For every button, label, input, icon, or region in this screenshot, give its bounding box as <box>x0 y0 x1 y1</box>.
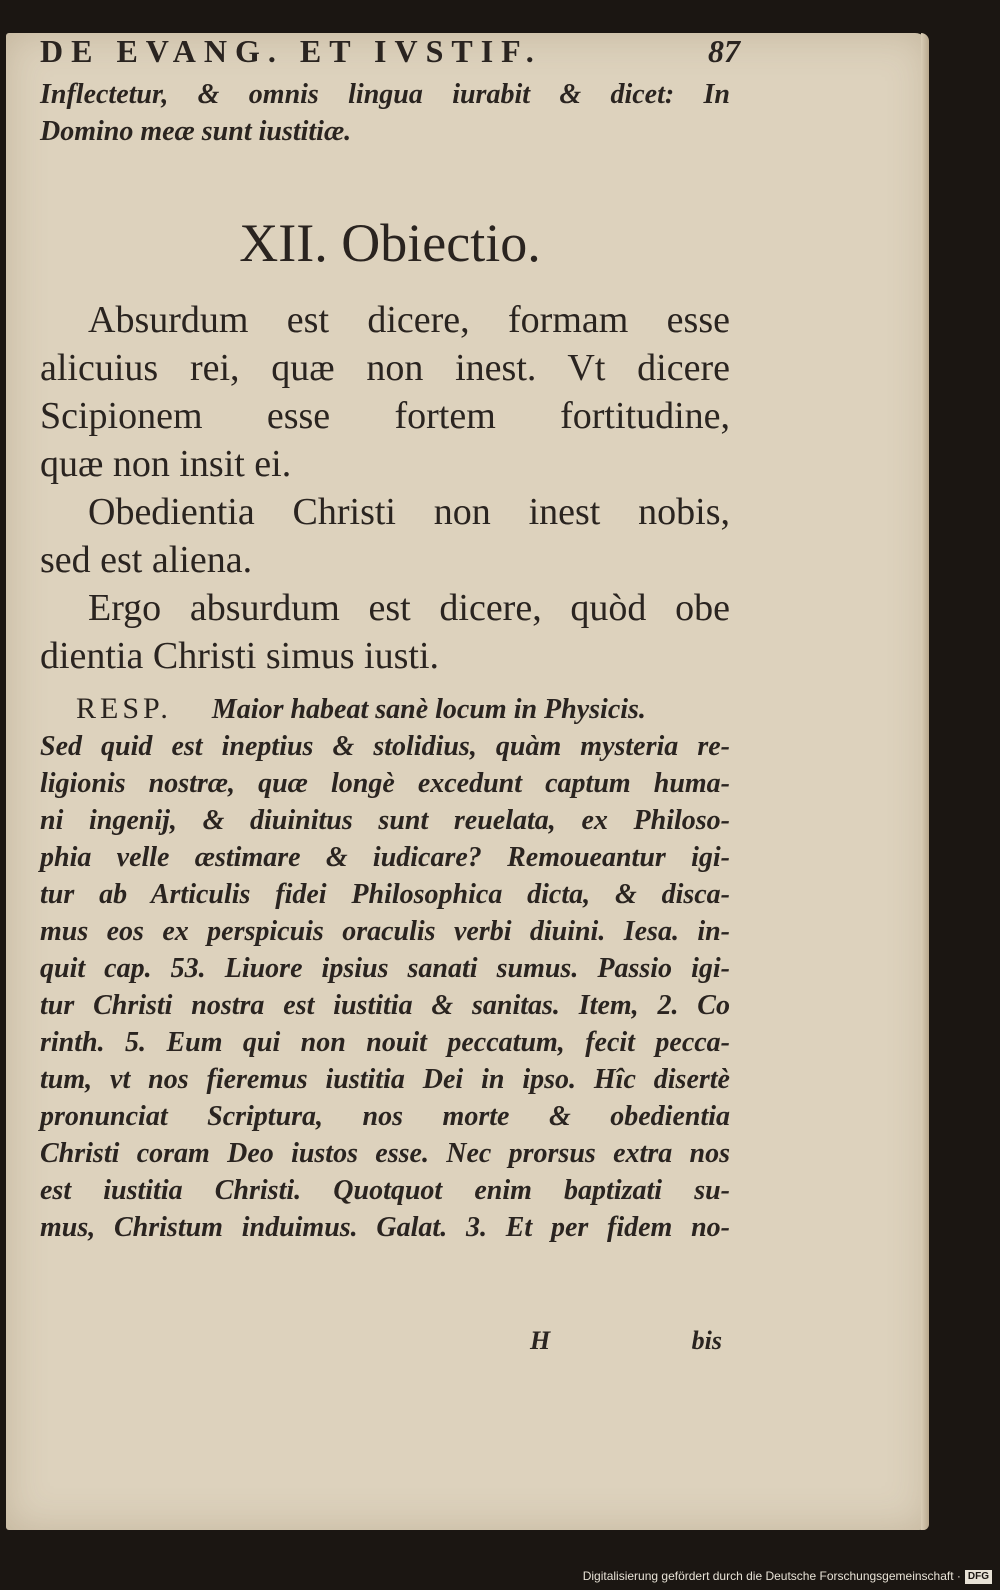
response-label: RESP. <box>76 692 172 725</box>
text-line: phia velle æstimare & iudicare? Remoueantur igi- <box>40 842 730 873</box>
text-line: pronunciat Scriptura, nos morte & obedientia <box>40 1101 730 1132</box>
text-line: Ergo absurdum est dicere, quòd obe <box>88 587 730 629</box>
text-line: ni ingenij, & diuinitus sunt reuelata, ex Philoso- <box>40 805 730 836</box>
text-line: est iustitia Christi. Quotquot enim baptizati su- <box>40 1175 730 1206</box>
major-premise <box>40 296 730 488</box>
text-line: tur Christi nostra est iustitia & sanitas. Item, 2. Co <box>40 990 730 1021</box>
page-edge <box>921 33 929 1530</box>
text-line: alicuius rei, quæ non inest. Vt dicere <box>40 347 730 389</box>
text-line: dientia Christi simus iusti. <box>40 635 440 677</box>
text-line: tur ab Articulis fidei Philosophica dicta, & disca- <box>40 879 730 910</box>
text-line: Inflectetur, & omnis lingua iurabit & dicet: In <box>40 79 730 110</box>
text-line: ligionis nostræ, quæ longè excedunt captum huma- <box>40 768 730 799</box>
objection-heading: XII. Obiectio. <box>239 213 541 273</box>
text-line: Sed quid est ineptius & stolidius, quàm mysteria re- <box>40 731 730 762</box>
conclusion <box>40 584 730 680</box>
text-line: Absurdum est dicere, formam esse <box>88 299 730 341</box>
text-line: Domino meæ sunt iustitiæ. <box>40 116 352 147</box>
response-first-line <box>40 690 730 728</box>
dfg-logo: DFG <box>965 1570 992 1584</box>
text-line: quit cap. 53. Liuore ipsius sanati sumus. Passio igi- <box>40 953 730 984</box>
catchline <box>40 1326 730 1366</box>
response-paragraph <box>40 690 730 1246</box>
continuation-text <box>40 76 730 150</box>
credit-text: Digitalisierung gefördert durch die Deutsche Forschungsgemeinschaft · <box>582 1569 961 1583</box>
catchword: bis <box>691 1326 722 1355</box>
running-title: DE EVANG. ET IVSTIF. <box>40 33 542 69</box>
page-number: 87 <box>708 33 740 69</box>
text-line: Maior habeat sanè locum in Physicis. <box>211 694 646 725</box>
minor-premise <box>40 488 730 584</box>
text-line: mus eos ex perspicuis oraculis verbi diuini. Iesa. in- <box>40 916 730 947</box>
text-line: sed est aliena. <box>40 539 253 581</box>
text-line: Christi coram Deo iustos esse. Nec prorsus extra nos <box>40 1138 730 1169</box>
text-line: Scipionem esse fortem fortitudine, <box>40 395 730 437</box>
text-line: rinth. 5. Eum qui non nouit peccatum, fecit pecca- <box>40 1027 730 1058</box>
signature-mark: H <box>530 1326 551 1355</box>
text-line: mus, Christum induimus. Galat. 3. Et per fidem no- <box>40 1212 730 1243</box>
text-line: quæ non insit ei. <box>40 443 292 485</box>
text-line: tum, vt nos fieremus iustitia Dei in ipso. Hîc disertè <box>40 1064 730 1095</box>
digitization-credit <box>583 1566 992 1586</box>
running-head <box>40 26 740 76</box>
text-line: Obedientia Christi non inest nobis, <box>88 491 730 533</box>
